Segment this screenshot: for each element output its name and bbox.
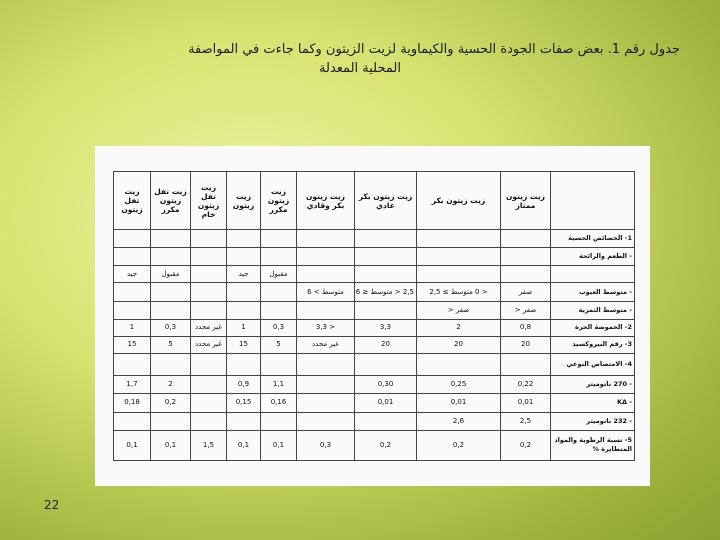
table-cell <box>355 354 417 376</box>
table-cell <box>114 301 151 319</box>
table-cell <box>261 248 297 266</box>
table-cell: صفر <box>501 283 551 301</box>
table-cell: 0,01 <box>501 394 551 412</box>
table-cell <box>261 354 297 376</box>
table-cell: 1 <box>114 319 151 336</box>
table-cell: 0,01 <box>355 394 417 412</box>
table-cell: غير محدد <box>297 336 355 353</box>
table-cell: 0,1 <box>114 430 151 460</box>
table-cell: 0,22 <box>501 376 551 394</box>
title-line-1: جدول رقم 1. بعض صفات الجودة الحسية والكيماوية لزيت الزيتون وكما جاءت في المواصفة <box>188 42 680 57</box>
table-cell <box>151 354 191 376</box>
table-row <box>114 412 635 430</box>
table-cell: متوسط > 6 <box>297 283 355 301</box>
table-cell: جيد <box>227 266 261 283</box>
table-cell <box>227 283 261 301</box>
table-cell <box>297 301 355 319</box>
header-cell: زيت زيتون بكر <box>417 172 501 230</box>
table-cell <box>151 248 191 266</box>
table-cell <box>261 301 297 319</box>
header-cell: زيت زيتون بكر وقادي <box>297 172 355 230</box>
table-cell: 2 <box>417 319 501 336</box>
table-cell: مقبول <box>261 266 297 283</box>
page-number: 22 <box>44 498 60 512</box>
table-row <box>114 230 635 248</box>
table-cell <box>297 412 355 430</box>
row-label <box>551 266 635 283</box>
row-label: 5- نسبة الرطوبة والمواد المتطايرة % <box>551 430 635 460</box>
table-cell: < 0 متوسط ≥ 2,5 <box>417 283 501 301</box>
table-cell <box>355 248 417 266</box>
table-cell: صفر < <box>501 301 551 319</box>
table-cell <box>114 283 151 301</box>
table-cell <box>355 230 417 248</box>
table-cell <box>297 394 355 412</box>
table-cell: 2 <box>151 376 191 394</box>
table-cell <box>227 230 261 248</box>
table-cell: 1 <box>227 319 261 336</box>
table-cell: 2,5 <box>501 412 551 430</box>
table-cell: 0,1 <box>261 430 297 460</box>
table-cell: 1,7 <box>114 376 151 394</box>
table-cell <box>227 412 261 430</box>
table-row <box>114 430 635 460</box>
table-cell: 0,25 <box>417 376 501 394</box>
table-cell <box>501 266 551 283</box>
table-row <box>114 394 635 412</box>
table-cell: 2,5 < متوسط ≤ 6 <box>355 283 417 301</box>
table-cell: 15 <box>114 336 151 353</box>
table-cell: جيد <box>114 266 151 283</box>
table-row <box>114 376 635 394</box>
row-label: 1- الخصائص الحسية <box>551 230 635 248</box>
header-cell: زيت زيتون بكر عادي <box>355 172 417 230</box>
header-cell: زيت زيتون <box>227 172 261 230</box>
table-row <box>114 283 635 301</box>
table-cell <box>297 230 355 248</box>
table-row <box>114 319 635 336</box>
table-cell: 5 <box>261 336 297 353</box>
table-cell: 5 <box>151 336 191 353</box>
table-cell <box>227 248 261 266</box>
table-cell: 0,1 <box>227 430 261 460</box>
table-cell: 20 <box>417 336 501 353</box>
table-cell: 20 <box>501 336 551 353</box>
row-label: 2- الحموضة الحرة <box>551 319 635 336</box>
row-label: - KΔ <box>551 394 635 412</box>
table-cell <box>151 412 191 430</box>
table-cell <box>417 354 501 376</box>
table-cell <box>191 230 227 248</box>
row-label: - 232 نانوميتر <box>551 412 635 430</box>
row-label: - 270 نانوميتر <box>551 376 635 394</box>
table-cell <box>227 301 261 319</box>
header-cell: زيت تفل زيتون خام <box>191 172 227 230</box>
table-cell <box>261 412 297 430</box>
table-cell: < 3,3 <box>297 319 355 336</box>
table-cell <box>191 301 227 319</box>
table-cell <box>114 248 151 266</box>
table-cell: مقبول <box>151 266 191 283</box>
table-cell: 0,1 <box>151 430 191 460</box>
table-cell: 0,3 <box>297 430 355 460</box>
table-cell <box>355 412 417 430</box>
table-cell: 0,16 <box>261 394 297 412</box>
table-cell <box>355 266 417 283</box>
table-cell <box>191 354 227 376</box>
table-cell: 0,2 <box>355 430 417 460</box>
table-cell: 20 <box>355 336 417 353</box>
title-line-2: المحلية المعدلة <box>319 61 401 76</box>
table-cell <box>501 230 551 248</box>
table-cell: 0,15 <box>227 394 261 412</box>
table-row <box>114 301 635 319</box>
table-cell <box>261 283 297 301</box>
header-cell <box>551 172 635 230</box>
table-cell <box>417 248 501 266</box>
table-cell: 0,18 <box>114 394 151 412</box>
table-cell <box>417 230 501 248</box>
table-cell: غير محدد <box>191 336 227 353</box>
scanned-table-image <box>95 146 650 486</box>
row-label: - متوسط الثمرية <box>551 301 635 319</box>
table-cell: 0,8 <box>501 319 551 336</box>
table-cell: صفر < <box>417 301 501 319</box>
table-cell <box>114 230 151 248</box>
table-cell <box>227 354 261 376</box>
table-cell <box>355 301 417 319</box>
table-header-row <box>114 172 635 230</box>
row-label: - الطعم والرائحة <box>551 248 635 266</box>
row-label: - متوسط العيوب <box>551 283 635 301</box>
header-cell: زيت تفل زيتون <box>114 172 151 230</box>
table-cell: 0,2 <box>501 430 551 460</box>
table-cell: 0,3 <box>261 319 297 336</box>
table-cell <box>151 230 191 248</box>
quality-table <box>113 171 635 461</box>
table-cell <box>501 248 551 266</box>
table-cell: غير محدد <box>191 319 227 336</box>
table-cell <box>114 354 151 376</box>
table-cell <box>297 354 355 376</box>
row-label: 3- رقم البيروكسيد <box>551 336 635 353</box>
table-cell <box>501 354 551 376</box>
table-row <box>114 336 635 353</box>
table-cell <box>191 248 227 266</box>
table-cell: 0,9 <box>227 376 261 394</box>
table-cell: 2,6 <box>417 412 501 430</box>
table-cell <box>114 412 151 430</box>
table-cell <box>191 412 227 430</box>
slide-title <box>40 40 680 78</box>
table-cell: 0,2 <box>151 394 191 412</box>
table-row <box>114 248 635 266</box>
table-cell <box>151 301 191 319</box>
table-cell <box>297 376 355 394</box>
table-cell: 0,01 <box>417 394 501 412</box>
table-cell <box>261 230 297 248</box>
table-cell <box>151 283 191 301</box>
table-cell <box>191 394 227 412</box>
table-cell <box>191 283 227 301</box>
header-cell: زيت تفل زيتون مكرر <box>151 172 191 230</box>
table-cell: 0,30 <box>355 376 417 394</box>
table-cell: 15 <box>227 336 261 353</box>
table-cell <box>191 376 227 394</box>
table-cell <box>417 266 501 283</box>
table-row <box>114 354 635 376</box>
header-cell: زيت زيتون مكرر <box>261 172 297 230</box>
row-label: 4- الامتصاص النوعي <box>551 354 635 376</box>
table-cell: 1,5 <box>191 430 227 460</box>
table-cell: 3,3 <box>355 319 417 336</box>
table-cell: 0,2 <box>417 430 501 460</box>
table-cell: 0,3 <box>151 319 191 336</box>
table-cell <box>297 266 355 283</box>
table-cell: 1,1 <box>261 376 297 394</box>
table-cell <box>297 248 355 266</box>
table-row <box>114 266 635 283</box>
header-cell: زيت زيتون ممتاز <box>501 172 551 230</box>
table-cell <box>191 266 227 283</box>
